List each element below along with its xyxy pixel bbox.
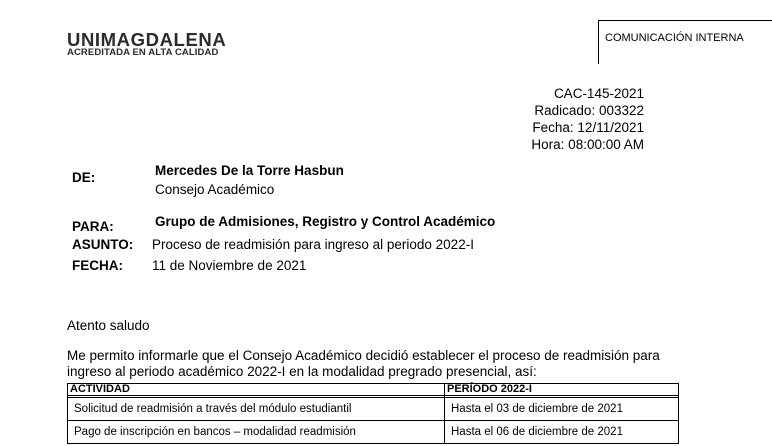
fecha-value: 11 de Noviembre de 2021 bbox=[152, 258, 307, 273]
fecha-label: FECHA: bbox=[72, 258, 123, 273]
body-line-2: ingreso al periodo académico 2022-I en la modalidad pregrado presencial, así: bbox=[67, 364, 537, 379]
period-cell: Hasta el 03 de diciembre de 2021 bbox=[445, 398, 679, 421]
period-cell: Hasta el 06 de diciembre de 2021 bbox=[445, 421, 679, 444]
greeting: Atento saludo bbox=[67, 318, 150, 333]
radicado-code: CAC-145-2021 bbox=[553, 86, 644, 101]
body-line-1: Me permito informarle que el Consejo Académico decidió establecer el proceso de readmisión para bbox=[67, 348, 660, 363]
logo-tagline: ACREDITADA EN ALTA CALIDAD bbox=[67, 47, 219, 58]
radicado-number: Radicado: 003322 bbox=[534, 103, 644, 118]
header-top-rule bbox=[598, 20, 772, 21]
column-header-actividad: ACTIVIDAD bbox=[68, 384, 445, 396]
de-label: DE: bbox=[72, 170, 96, 185]
de-office: Consejo Académico bbox=[155, 182, 275, 197]
radicado-time: Hora: 08:00:00 AM bbox=[531, 137, 644, 152]
asunto-value: Proceso de readmisión para ingreso al periodo 2022-I bbox=[152, 237, 474, 252]
asunto-label: ASUNTO: bbox=[72, 237, 134, 252]
logo-name: UNIMAGDALENA bbox=[67, 29, 227, 50]
para-value: Grupo de Admisiones, Registro y Control Académico bbox=[155, 214, 496, 229]
column-header-periodo: PERÍODO 2022-I bbox=[445, 384, 679, 396]
table-row bbox=[68, 398, 679, 421]
table-header-row bbox=[68, 384, 679, 396]
activities-table bbox=[67, 383, 679, 444]
de-name: Mercedes De la Torre Hasbun bbox=[155, 163, 344, 178]
para-label: PARA: bbox=[72, 219, 114, 234]
header-left-rule bbox=[598, 20, 599, 64]
table-row bbox=[68, 421, 679, 444]
activity-cell: Pago de inscripción en bancos – modalidad readmisión bbox=[68, 421, 445, 444]
activity-cell: Solicitud de readmisión a través del módulo estudiantil bbox=[68, 398, 445, 421]
radicado-date: Fecha: 12/11/2021 bbox=[532, 120, 644, 135]
document-type-label: COMUNICACIÓN INTERNA bbox=[605, 32, 744, 44]
